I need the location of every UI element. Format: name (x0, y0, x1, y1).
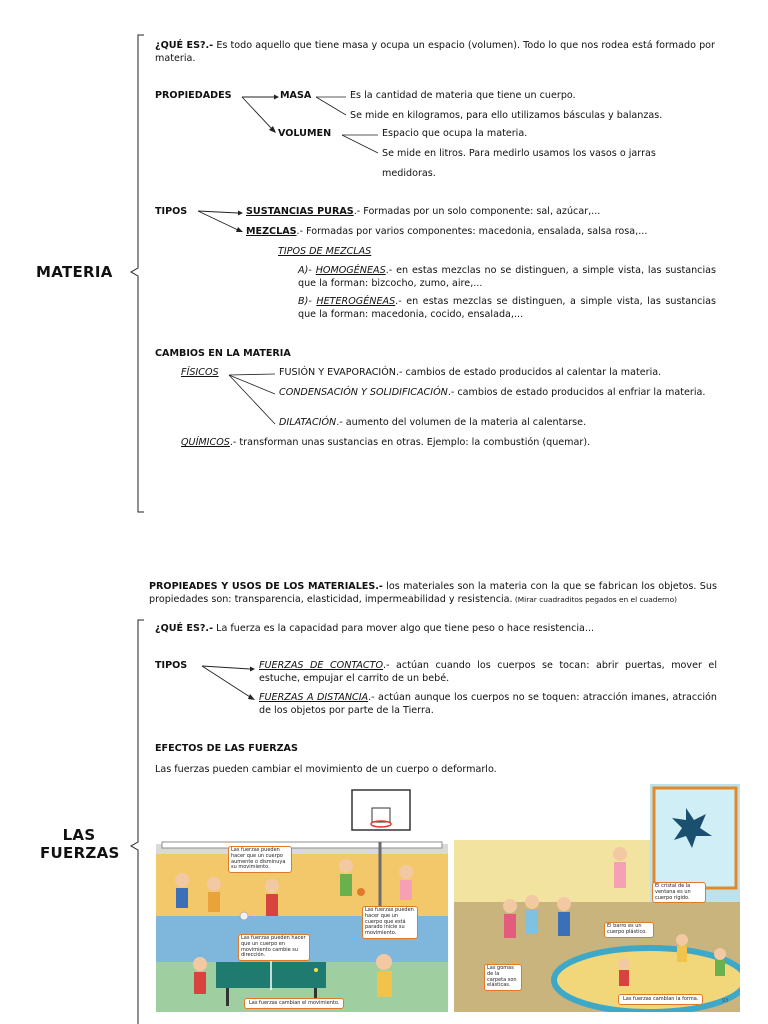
quimicos-label: QUÍMICOS (181, 437, 230, 448)
homogeneas-text: .- en estas mezclas no se distinguen, a simple vista, las sustancias que la forman: bizcocho, zumo, aire,... (298, 265, 716, 289)
illustration-shape (454, 784, 740, 1012)
callout-start: Las fuerzas pueden hacer que un cuerpo que está parado inicie su movimiento. (362, 906, 418, 939)
volumen-measure: Se mide en litros. Para medirlo usamos los vasos o jarras (382, 148, 656, 159)
masa-label: MASA (280, 90, 312, 101)
fuerzas-definition (155, 623, 594, 636)
fuerzas-distancia-text: .- actúan aunque los cuerpos no se toquen: atracción imanes, atracción de los objetos por parte de la Tierra. (259, 692, 717, 716)
condensacion (279, 387, 716, 400)
fuerzas-title (40, 826, 118, 862)
condensacion-text: .- cambios de estado producidos al enfriar la materia. (447, 387, 706, 398)
propiedades-usos-label: PROPIEADES Y USOS DE LOS MATERIALES.- (149, 581, 383, 592)
propiedades-usos (149, 581, 717, 606)
fuerzas-distancia (259, 692, 717, 717)
heterogeneas-text: .- en estas mezclas se distinguen, a simple vista, las sustancias que la forman: macedonia, cocido, ensalada,... (298, 296, 717, 320)
caption-shape: Las fuerzas cambian la forma. (618, 994, 703, 1005)
sustancias-puras (246, 206, 600, 219)
page-number: 93 (722, 998, 729, 1004)
caption-movement: Las fuerzas cambian el movimiento. (244, 998, 344, 1009)
heterogeneas-label: HETEROGÉNEAS (316, 296, 396, 307)
mezclas (246, 226, 647, 239)
mezclas-label: MEZCLAS (246, 226, 297, 237)
que-es-label: ¿QUÉ ES?.- (155, 40, 214, 51)
fusion-text: FUSIÓN Y EVAPORACIÓN.- cambios de estado producidos al calentar la materia. (279, 367, 662, 378)
materia-definition (155, 40, 715, 65)
homogeneas (298, 265, 716, 290)
homogeneas-label: HOMOGÉNEAS (315, 265, 386, 276)
sustancias-puras-text: .- Formadas por un solo componente: sal, azúcar,... (353, 206, 601, 217)
fuerzas-contacto (259, 660, 717, 685)
cambios-title: CAMBIOS EN LA MATERIA (155, 348, 291, 359)
propiedades-label: PROPIEDADES (155, 90, 232, 101)
dilatacion-text: .- aumento del volumen de la materia al calentarse. (336, 417, 587, 428)
masa-measure: Se mide en kilogramos, para ello utilizamos básculas y balanzas. (350, 110, 663, 121)
materia-title: MATERIA (36, 263, 113, 281)
callout-speed: Las fuerzas pueden hacer que un cuerpo aumente o disminuya su movimiento. (228, 846, 292, 873)
volumen-label: VOLUMEN (278, 128, 332, 139)
quimicos (181, 437, 590, 450)
tipos-mezclas-title: TIPOS DE MEZCLAS (278, 246, 372, 257)
callout-plastic: El barro es un cuerpo plástico. (604, 922, 654, 938)
callout-rigid: El cristal de la ventana es un cuerpo rígido. (652, 882, 706, 903)
fuerzas-contacto-label: FUERZAS DE CONTACTO (259, 660, 384, 671)
fuerzas-que-es-text: La fuerza es la capacidad para mover algo que tiene peso o hace resistencia... (213, 623, 595, 634)
fuerzas-title-line1: LAS (62, 826, 96, 844)
sustancias-puras-label: SUSTANCIAS PURAS (246, 206, 354, 217)
fuerzas-title-line2: FUERZAS (40, 844, 120, 862)
condensacion-label: CONDENSACIÓN Y SOLIDIFICACIÓN (279, 387, 448, 398)
fuerzas-contacto-text: .- actúan cuando los cuerpos se tocan: abrir puertas, mover el estuche, empujar el carrito de un bebé. (259, 660, 717, 684)
propiedades-usos-text: los materiales son la materia con la que se fabrican los objetos. Sus propiedades son: transparencia, elasticidad, impermeabilidad y resistencia. (149, 581, 717, 605)
sports-scene (156, 784, 448, 1012)
propiedades-usos-note: (Mirar cuadraditos pegados en el cuaderno) (512, 594, 678, 604)
efectos-title: EFECTOS DE LAS FUERZAS (155, 743, 298, 754)
efectos-text: Las fuerzas pueden cambiar el movimiento de un cuerpo o deformarlo. (155, 764, 497, 775)
dilatacion (279, 417, 586, 430)
fuerzas-tipos-label: TIPOS (155, 660, 188, 671)
callout-direction: Las fuerzas pueden hacer que un cuerpo en movimiento cambie su dirección. (238, 934, 310, 961)
tipos-label: TIPOS (155, 206, 188, 217)
callout-elastic: Las gomas de la carpeta son elásticas. (484, 964, 522, 991)
mezclas-text: .- Formadas por varios componentes: macedonia, ensalada, salsa rosa,... (296, 226, 648, 237)
fuerzas-que-es-label: ¿QUÉ ES?.- (155, 623, 214, 634)
quimicos-text: .- transforman unas sustancias en otras. Ejemplo: la combustión (quemar). (229, 437, 591, 448)
dilatacion-label: DILATACIÓN (279, 417, 337, 428)
fuerzas-distancia-label: FUERZAS A DISTANCIA (259, 692, 369, 703)
fisicos-label: FÍSICOS (181, 367, 219, 378)
heterogeneas (298, 296, 716, 321)
masa-definition: Es la cantidad de materia que tiene un cuerpo. (350, 90, 576, 101)
homogeneas-prefix: A)- (298, 265, 316, 276)
volumen-measure-cont: medidoras. (382, 168, 436, 179)
illustration-movement (156, 784, 448, 1012)
volumen-definition: Espacio que ocupa la materia. (382, 128, 528, 139)
que-es-text: Es todo aquello que tiene masa y ocupa un espacio (volumen). Todo lo que nos rodea está formado por materia. (155, 40, 715, 64)
heterogeneas-prefix: B)- (298, 296, 317, 307)
